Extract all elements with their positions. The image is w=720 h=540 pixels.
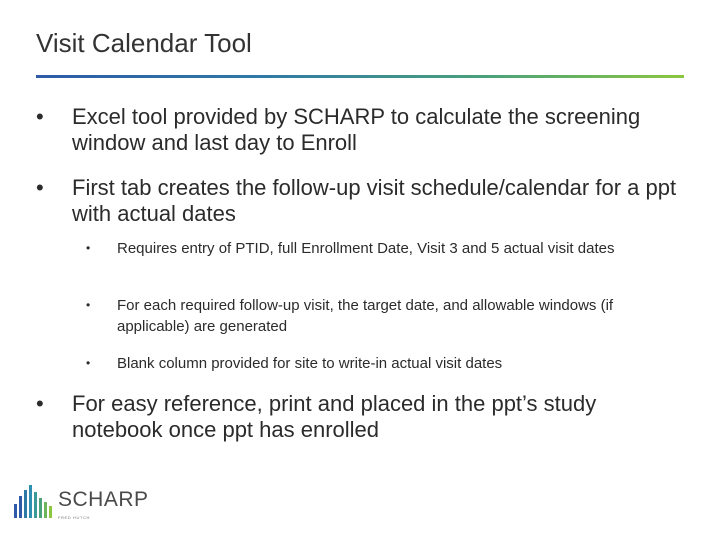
sub-bullet-text: For each required follow-up visit, the target date, and allowable windows (if applicable) are generated (117, 297, 614, 335)
sub-bullet-marker: • (86, 298, 91, 312)
bullet-text: First tab creates the follow-up visit schedule/calendar for a ppt with actual dates (72, 175, 677, 226)
sub-bullet-marker: • (86, 356, 91, 370)
bullet-marker: • (36, 104, 44, 129)
bullet-text: For easy reference, print and placed in the ppt’s study notebook once ppt has enrolled (72, 391, 597, 442)
bullet-marker: • (36, 175, 44, 200)
sub-bullet-text: Requires entry of PTID, full Enrollment Date, Visit 3 and 5 actual visit dates (117, 240, 615, 257)
bullet-text: Excel tool provided by SCHARP to calculate the screening window and last day to Enroll (72, 104, 641, 155)
scharp-logo-icon (12, 482, 54, 522)
sub-bullet-marker: • (86, 241, 91, 255)
logo-tagline: FRED HUTCH (58, 515, 90, 520)
bullet-marker: • (36, 391, 44, 416)
scharp-logo (12, 482, 149, 526)
logo-wordmark: SCHARP (58, 488, 149, 511)
slide-title: Visit Calendar Tool (36, 28, 252, 58)
title-divider (36, 75, 684, 78)
sub-bullet-text: Blank column provided for site to write-in actual visit dates (117, 355, 503, 372)
